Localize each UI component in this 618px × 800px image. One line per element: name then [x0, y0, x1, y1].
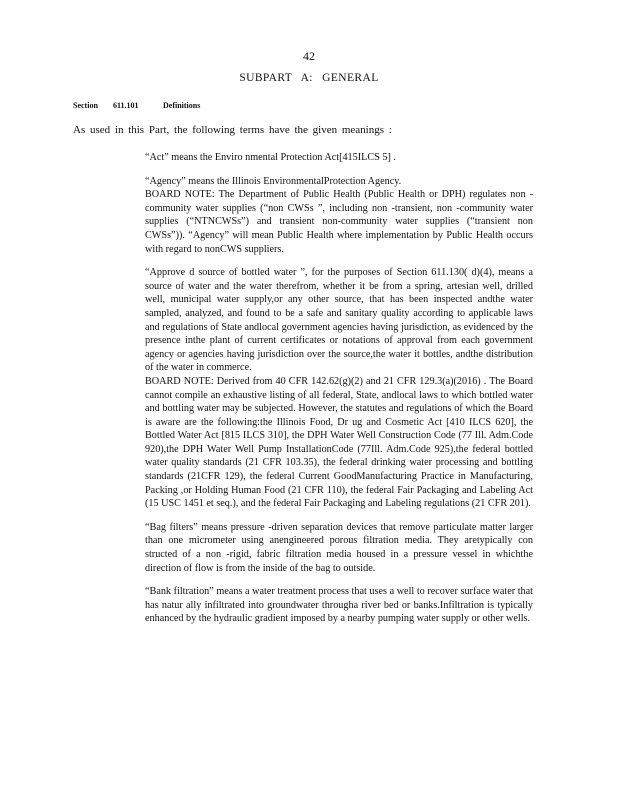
definition-paragraph: “Act” means the Enviro nmental Protection Act[415ILCS 5] .: [145, 152, 396, 163]
page-number: 42: [303, 49, 315, 63]
definition-approved-source: [145, 266, 533, 511]
section-label: Section: [73, 101, 98, 110]
definition-paragraph: “Bag filters” means pressure -driven separation devices that remove particulate matter larger than one micrometer using anengineered porous filtration media. They aretypically con structed of a non -rigid, fabric filtration media housed in a pressure vessel in whichthe direction of flow is from the inside of the bag to outside.: [145, 521, 533, 574]
definition-act: [145, 151, 533, 165]
definitions-list: [145, 151, 533, 636]
section-number: 611.101: [113, 101, 139, 110]
definition-paragraph: “Agency” means the Illinois EnvironmentalProtection Agency.: [145, 175, 402, 187]
definition-agency: [145, 175, 533, 257]
definition-paragraph: “Approve d source of bottled water ”, for the purposes of Section 611.130( d)(4), means a source of water and the water therefrom, whether it be from a spring, artesian well, drilled well, municipal water supply,or any other source, that has been inspected andthe water sampled, analyzed, and found to be a safe and sanitary quality according to applicable laws and regulations of State andlocal government agencies having jurisdiction, as evidenced by the presence inthe plant of current certificates or notations of approval from each government agency or agencies having jurisdiction over the source,the water it bottles, andthe distribution of the water in commerce.: [145, 267, 533, 374]
section-header: [73, 101, 200, 110]
board-note: BOARD NOTE: The Department of Public Health (Public Health or DPH) regulates non -community water supplies (“non CWSs ”, including non -transient, non -community water supplies (“NTNCWSs”) and transient non-community water supplies (“transient non CWSs”)). “Agency” will mean Public Health where implementation by Public Health occurs with regard to nonCWS suppliers.: [145, 189, 533, 255]
intro-text: As used in this Part, the following terms have the given meanings :: [73, 124, 392, 136]
definition-bank-filtration: [145, 585, 533, 626]
subpart-heading: SUBPART A: GENERAL: [239, 72, 379, 84]
section-title: Definitions: [163, 101, 201, 110]
definition-paragraph: “Bank filtration” means a water treatment process that uses a well to recover surface water that has natur ally infiltrated into groundwater througha river bed or banks.Infiltration is typically enhanced by the hydraulic gradient imposed by a nearby pumping water supply or other wells.: [145, 586, 533, 625]
definition-bag-filters: [145, 521, 533, 575]
board-note: BOARD NOTE: Derived from 40 CFR 142.62(g)(2) and 21 CFR 129.3(a)(2016) . The Board cannot compile an exhaustive listing of all federal, State, andlocal laws to which bottled water and bottling water may be subjected. However, the statutes and regulations of which the Board is aware are the following:the Illinois Food, Dr ug and Cosmetic Act [410 ILCS 620], the Bottled Water Act [815 ILCS 310], the DPH Water Well Construction Code (77 Ill. Adm.Code 920),the DPH Water Well Pump InstallationCode (77Ill. Adm.Code 925),the federal bottled water quality standards (21 CFR 103.35), the federal drinking water processing and bottling standards (21CFR 129), the federal Current GoodManufacturing Practice in Manufacturing, Packing ,or Holding Human Food (21 CFR 110), the federal Fair Packaging and Labeling Act (15 USC 1451 et seq.), and the federal Fair Packaging and Labeling regulations (21 CFR 201).: [145, 375, 533, 510]
